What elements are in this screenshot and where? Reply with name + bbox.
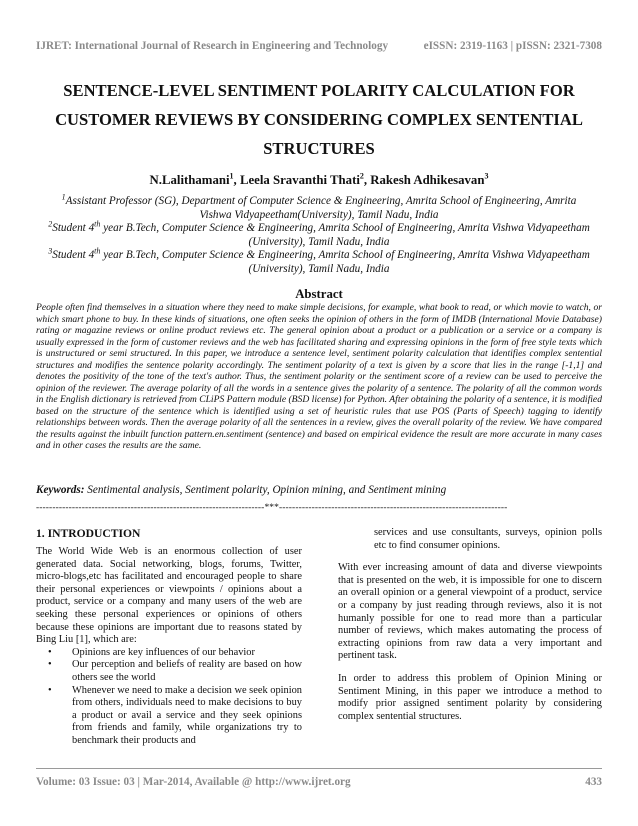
- issn: eISSN: 2319-1163 | pISSN: 2321-7308: [423, 40, 602, 52]
- paragraph: In order to address this problem of Opinion Mining or Sentiment Mining, in this paper we introduce a method to modify prior assigned sentiment polarity by considering complex sentential structures.: [338, 672, 602, 722]
- left-column: [36, 527, 302, 748]
- bullet-list: [36, 647, 302, 748]
- list-item: • Opinions are key influences of our behavior: [48, 646, 255, 658]
- author-sup: 1: [229, 171, 234, 181]
- author-name: Rakesh Adhikesavan: [370, 173, 485, 187]
- affiliations: [38, 192, 600, 277]
- bullet-icon: •: [48, 684, 52, 696]
- bullet-icon: •: [48, 659, 52, 671]
- journal-name: IJRET: International Journal of Research in Engineering and Technology: [36, 40, 389, 52]
- title-line: STRUCTURES: [263, 139, 375, 158]
- list-item: • Whenever we need to make a decision we seek opinion from others, individuals need to make decisions to buy a product or avail a service and they seek opinions from friends and family, while organizations try to benchmark their products and: [48, 684, 302, 746]
- affiliation: $^3$Student 4th year B.Tech, Computer Science & Engineering, Amrita School of Engineering, Amrita Vishwa Vidyapeetham (University), Tamil Nadu, India: [48, 246, 590, 275]
- author-name: N.Lalithamani: [149, 173, 230, 187]
- keywords-label: Keywords:: [36, 484, 85, 496]
- title-line: SENTENCE-LEVEL SENTIMENT POLARITY CALCULATION FOR: [63, 81, 575, 100]
- running-footer: [36, 776, 602, 790]
- bullet-icon: •: [48, 646, 52, 658]
- affiliation: $^1$Assistant Professor (SG), Department of Computer Science & Engineering, Amrita School of Engineering, Amrita Vishwa Vidyapeetham(University), Tamil Nadu, India: [61, 192, 577, 221]
- keywords-text: Sentimental analysis, Sentiment polarity, Opinion mining, and Sentiment mining: [84, 484, 447, 496]
- keywords: [36, 484, 602, 496]
- volume-info: Volume: 03 Issue: 03 | Mar-2014, Available @ http://www.ijret.org: [36, 776, 351, 788]
- abstract-heading: Abstract: [295, 287, 343, 301]
- list-item: • Our perception and beliefs of reality are based on how others see the world: [48, 659, 302, 683]
- section-separator: ----------------------------------------------------------------------***----------------------------------------------------------------------: [36, 503, 508, 513]
- list-continuation: services and use consultants, surveys, opinion polls etc to find consumer opinions.: [374, 527, 602, 551]
- affiliation: $^2$Student 4th year B.Tech, Computer Science & Engineering, Amrita School of Engineering, Amrita Vishwa Vidyapeetham (University), Tamil Nadu, India: [48, 219, 590, 248]
- footer-divider: [36, 768, 602, 769]
- right-column: [338, 527, 602, 723]
- running-header: [36, 40, 602, 56]
- paper-title: [36, 76, 602, 163]
- author-sup: 2: [359, 171, 364, 181]
- paragraph: The World Wide Web is an enormous collection of user generated data. Social networking, blogs, forums, Twitter, micro-blogs,etc has facilitated and encouraged people to share their personal experiences or viewpoints / opinions about a product, service or a company and many users of the web are seeking these personal experiences or opinions of others because these opinions are important due to reasons stated by Bing Liu [1], which are:: [36, 546, 302, 646]
- page-number: 433: [585, 776, 602, 788]
- author-list: N.Lalithamani$^1$, Leela Sravanthi Thati$^2$, Rakesh Adhikesavan$^3$: [149, 171, 489, 187]
- author-name: Leela Sravanthi Thati: [239, 173, 360, 187]
- abstract-text: People often find themselves in a situation where they need to make simple decisions, for example, what book to read, or which movie to watch, or which smart phone to buy. In these kinds of situations, one often seeks the opinion of others in the form of IMDB (International Movie Database) rating or magazine reviews or online product reviews etc. The general opinion about a product or a publication or a service or a company is usually expressed in the form of customer reviews and the web has facilitated sharing and expressing opinions in the form of free style texts which is unstructured or semi structured. In this paper, we introduce a sentence level, sentiment polarity calculation that identifies complex sentential structures and modifies the sentence polarity accordingly. The sentiment polarity of a text is given by a score that lies in the range [-1,1] and denotes the positivity of the tone of the text's author. Thus, the sentiment polarity or the sentiment score of a review can be used to perceive the opinion of the reviewer. The average polarity of all the words in a sentence gives the polarity of a sentence. The polarity of all the common words in the English dictionary is retrieved from CLiPS Pattern module (BSD license) for Python. After obtaining the polarity of a sentence, it is modified based on the structure of the sentence which is identified using a set of heuristic rules that use POS (Parts of Speech) tagging to identify relationships between words. Then the average polarity of all the sentences in a review, gives the overall polarity of the review. We have compared the results against the inbuilt function pattern.en.sentiment (sentence) and based on empirical evidence the result are more accurate in many cases and in other cases the results are the same.: [36, 302, 602, 451]
- title-line: CUSTOMER REVIEWS BY CONSIDERING COMPLEX SENTENTIAL: [55, 110, 583, 129]
- author-sup: 3: [484, 171, 489, 181]
- paragraph: With ever increasing amount of data and diverse viewpoints that is presented on the web, it is impossible for one to discern an overall opinion or a general viewpoint of a product, service or a company by just reading through reviews, also it is not humanly possible for one to read more than a particular number of reviews, which makes automating the process of extracting opinions from raw data a very important and pertinent task.: [338, 562, 602, 662]
- section-heading: 1. INTRODUCTION: [36, 527, 141, 540]
